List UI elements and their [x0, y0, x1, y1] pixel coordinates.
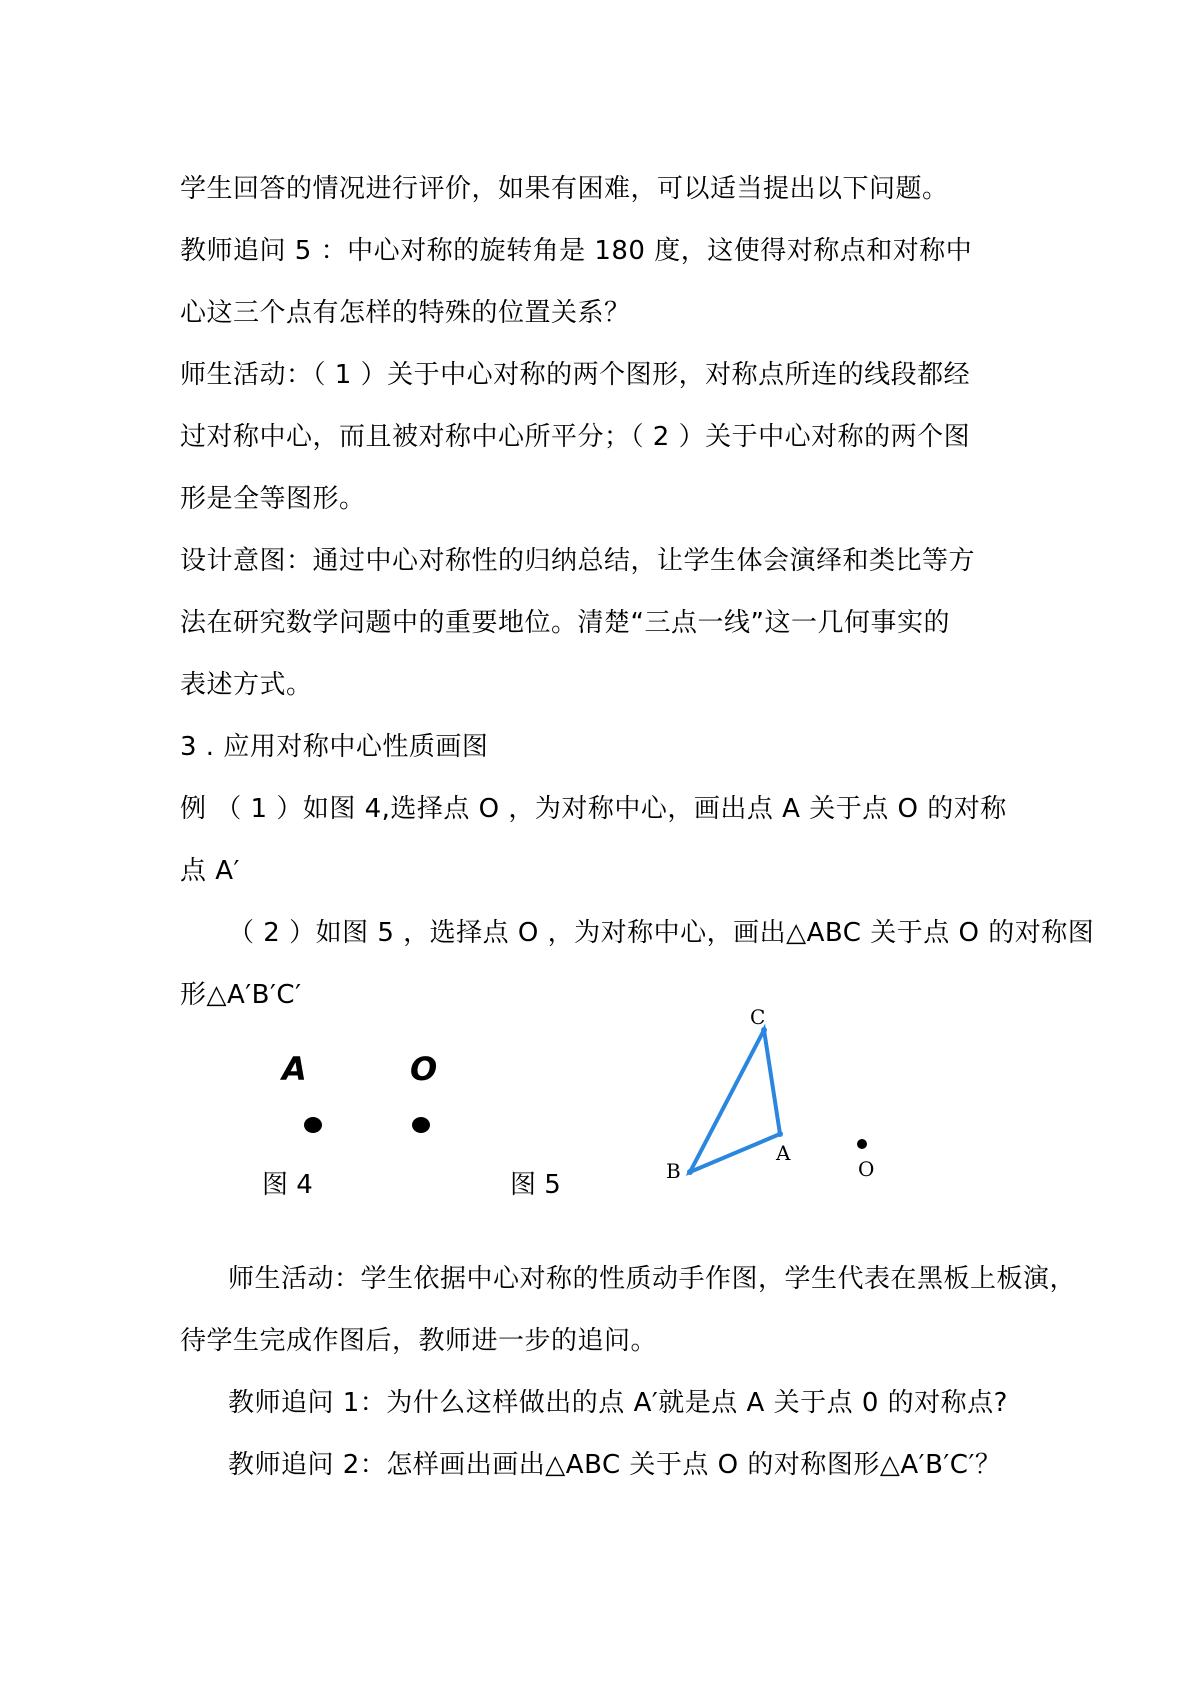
- text-line-15: 师生活动：学生依据中心对称的性质动手作图，学生代表在黑板上板演，: [228, 1264, 1077, 1294]
- text-line-1: 学生回答的情况进行评价，如果有困难，可以适当提出以下问题。: [180, 174, 949, 204]
- text-line-17: 教师追问 1：为什么这样做出的点 A′就是点 A 关于点 0 的对称点?: [228, 1388, 1008, 1418]
- text-line-4: 师生活动：（ 1 ）关于中心对称的两个图形，对称点所连的线段都经: [180, 360, 971, 390]
- point-a-dot: [304, 1117, 322, 1133]
- text-line-9: 表述方式。: [180, 670, 313, 700]
- vertex-b-label: B: [666, 1159, 681, 1183]
- point-a-label: A: [282, 1050, 307, 1088]
- point-o-label: O: [410, 1050, 438, 1088]
- vertex-a-label: A: [776, 1141, 791, 1165]
- text-line-5: 过对称中心，而且被对称中心所平分；（ 2 ）关于中心对称的两个图: [180, 422, 971, 452]
- text-line-2: 教师追问 5 ：中心对称的旋转角是 180 度，这使得对称点和对称中: [180, 236, 973, 266]
- text-line-13: （ 2 ）如图 5 ，选择点 O ，为对称中心，画出△ABC 关于点 O 的对称图: [228, 918, 1095, 948]
- center-o-label: O: [858, 1157, 875, 1181]
- vertex-a-dot: [777, 1131, 783, 1137]
- triangle-abc: [690, 1030, 780, 1172]
- text-line-11: 例 （ 1 ）如图 4,选择点 O ，为对称中心，画出点 A 关于点 O 的对称: [180, 794, 1007, 824]
- text-line-7: 设计意图：通过中心对称性的归纳总结，让学生体会演绎和类比等方: [180, 546, 976, 576]
- figure-5-caption: 图 5: [510, 1170, 561, 1200]
- text-line-6: 形是全等图形。: [180, 484, 366, 514]
- text-line-3: 心这三个点有怎样的特殊的位置关系？: [180, 298, 631, 328]
- vertex-b-dot: [687, 1169, 693, 1175]
- text-line-14: 形△A′B′C′: [180, 980, 302, 1010]
- text-line-18: 教师追问 2：怎样画出画出△ABC 关于点 O 的对称图形△A′B′C′？: [228, 1450, 1002, 1480]
- vertex-c-label: C: [750, 1005, 766, 1029]
- figure-5-triangle: [660, 1000, 900, 1200]
- center-o-dot: [857, 1139, 867, 1149]
- figure-4-caption: 图 4: [262, 1170, 313, 1200]
- section-heading: 3 . 应用对称中心性质画图: [180, 732, 489, 762]
- point-o-dot: [412, 1117, 430, 1133]
- text-line-16: 待学生完成作图后，教师进一步的追问。: [180, 1326, 658, 1356]
- text-line-12: 点 A′: [180, 856, 240, 886]
- text-line-8: 法在研究数学问题中的重要地位。清楚“三点一线”这一几何事实的: [180, 608, 950, 638]
